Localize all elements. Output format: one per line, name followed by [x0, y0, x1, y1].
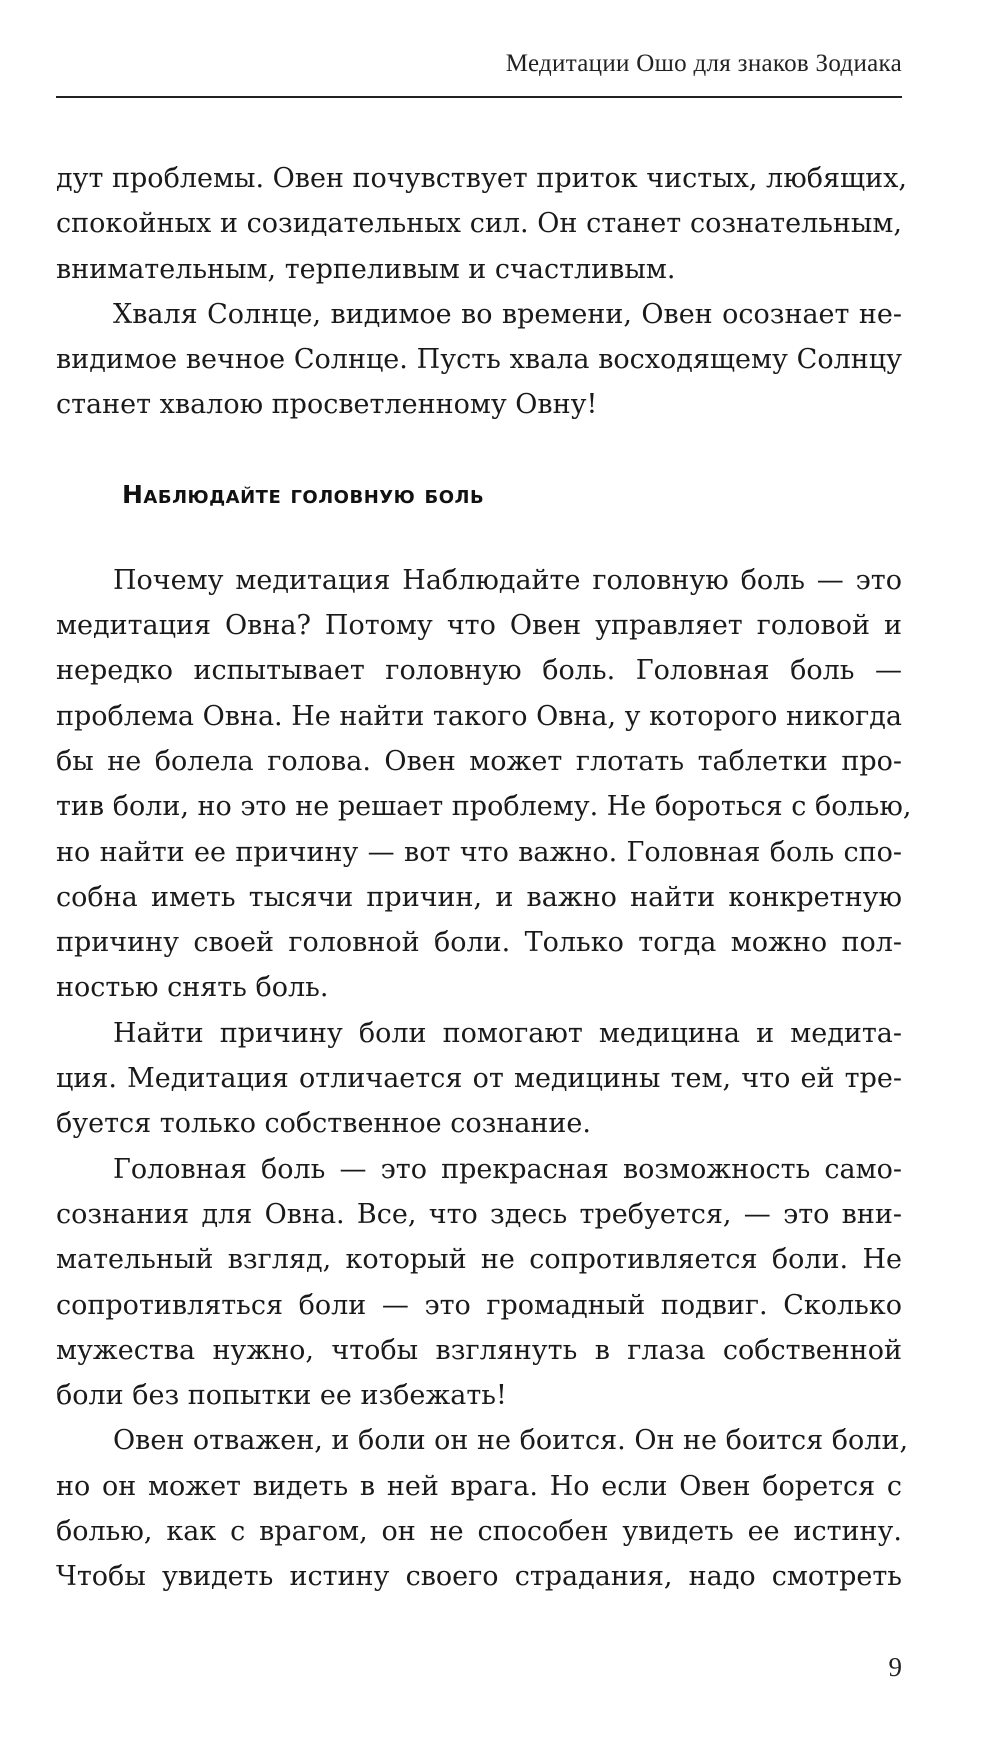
text-line: мужества нужно, чтобы взглянуть в глаза собственной	[56, 1334, 902, 1366]
text-line: болью, как с врагом, он не способен увидеть ее истину.	[56, 1516, 902, 1548]
paragraph	[56, 1147, 902, 1419]
header-rule	[56, 96, 902, 98]
text-line: видимое вечное Солнце. Пусть хвала восходящему Солнцу	[56, 344, 902, 376]
text-line: нередко испытывает головную боль. Головная боль —	[56, 655, 902, 687]
text-line: Хваля Солнце, видимое во времени, Овен осознает не-	[113, 298, 902, 330]
text-line: сознания для Овна. Все, что здесь требуется, — это вни-	[56, 1198, 902, 1230]
text-line: Почему медитация Наблюдайте головную боль — это	[113, 564, 902, 596]
text-line: ностью снять боль.	[56, 972, 329, 1004]
text-line: дут проблемы. Овен почувствует приток чистых, любящих,	[56, 163, 907, 194]
paragraph	[56, 1418, 909, 1599]
paragraph	[56, 156, 907, 292]
text-line: спокойных и созидательных сил. Он станет сознательным,	[56, 208, 902, 240]
paragraph	[56, 292, 902, 428]
text-line: Найти причину боли помогают медицина и медита-	[113, 1017, 902, 1049]
paragraph	[56, 558, 912, 1011]
text-line: но найти ее причину — вот что важно. Головная боль спо-	[56, 836, 902, 868]
text-line: станет хвалою просветленному Овну!	[56, 389, 598, 421]
running-header: Медитации Ошо для знаков Зодиака	[505, 50, 902, 77]
text-line: внимательным, терпеливым и счастливым.	[56, 253, 676, 285]
text-line: медитация Овна? Потому что Овен управляет головой и	[56, 610, 902, 642]
text-line: бы не болела голова. Овен может глотать таблетки про-	[56, 745, 902, 777]
text-line: причину своей головной боли. Только тогда можно пол-	[56, 927, 902, 959]
text-line: буется только собственное сознание.	[56, 1108, 591, 1140]
section-heading: Наблюдайте головную боль	[122, 479, 485, 509]
text-line: Головная боль — это прекрасная возможность само-	[113, 1153, 902, 1185]
text-line: проблема Овна. Не найти такого Овна, у которого никогда	[56, 700, 902, 732]
text-line: ция. Медитация отличается от медицины тем, что ей тре-	[56, 1063, 902, 1095]
text-line: сопротивляться боли — это громадный подвиг. Сколько	[56, 1289, 902, 1321]
text-line: тив боли, но это не решает проблему. Не бороться с болью,	[56, 791, 912, 823]
text-line: собна иметь тысячи причин, и важно найти конкретную	[56, 881, 902, 913]
text-line: но он может видеть в ней врага. Но если Овен борется с	[56, 1470, 902, 1502]
text-line: боли без попытки ее избежать!	[56, 1380, 507, 1412]
page-number: 9	[888, 1652, 902, 1682]
paragraph	[56, 1011, 902, 1147]
text-line: мательный взгляд, который не сопротивляется боли. Не	[56, 1244, 902, 1276]
text-line: Чтобы увидеть истину своего страдания, надо смотреть	[56, 1561, 902, 1593]
body-text	[56, 156, 912, 1600]
text-line: Овен отважен, и боли он не боится. Он не боится боли,	[113, 1425, 909, 1457]
